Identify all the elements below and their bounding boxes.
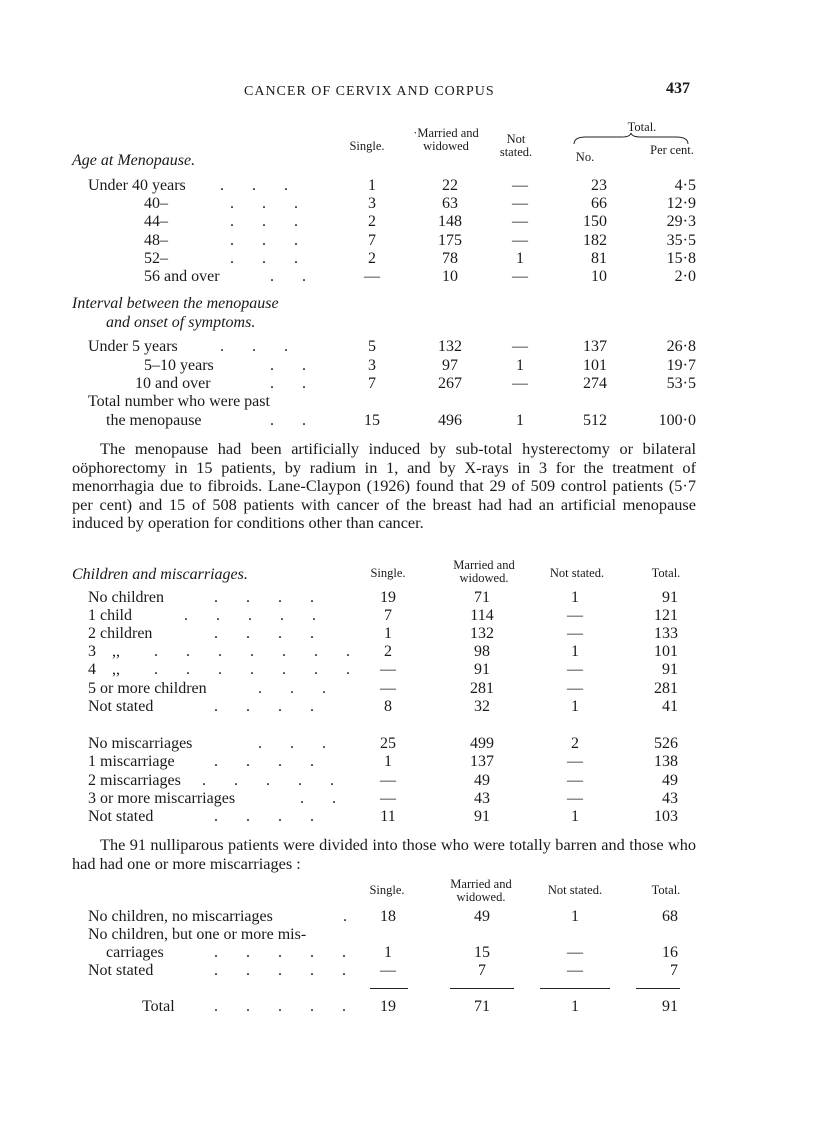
cell-per-cent: 53·5 — [666, 375, 696, 392]
t1-header-total: Total. — [627, 120, 657, 134]
t2-header-total: Total. — [651, 566, 681, 580]
cell-not-stated: — — [512, 195, 528, 212]
table-row — [0, 337, 816, 357]
cell-single: 1 — [384, 944, 392, 961]
table-row — [0, 231, 816, 251]
cell-per-cent: 19·7 — [666, 357, 696, 374]
cell-married: 132 — [438, 338, 462, 355]
t3-header-single: Single. — [369, 883, 405, 897]
t1-section-interval-line1: Interval between the menopause — [72, 295, 279, 312]
paragraph-text: The 91 nulliparous patients were divided into those who were totally barren and those who had had one or more miscarriages : — [72, 835, 696, 873]
cell-total: 68 — [662, 908, 678, 925]
cell-not-stated: — — [567, 790, 583, 807]
cell-not-stated: 1 — [571, 908, 579, 925]
cell-not-stated: — — [512, 232, 528, 249]
cell-total-no: 150 — [583, 213, 607, 230]
t1-header-married: ·Married and widowed — [413, 126, 479, 153]
cell-single: 8 — [384, 698, 392, 715]
table-row — [0, 642, 816, 662]
table-row — [0, 961, 816, 981]
table-row — [0, 374, 816, 394]
t3-header-married: Married and widowed. — [450, 877, 512, 904]
cell-single: 19 — [380, 998, 396, 1015]
table-row — [0, 752, 816, 772]
cell-married: 49 — [474, 772, 490, 789]
cell-single: — — [380, 661, 396, 678]
row-label: 56 and over — [144, 268, 220, 285]
table-row — [0, 624, 816, 644]
cell-not-stated: — — [512, 213, 528, 230]
cell-married: 267 — [438, 375, 462, 392]
t2-title: Children and miscarriages. — [72, 566, 248, 583]
table-row — [0, 267, 816, 287]
cell-single: 15 — [364, 412, 380, 429]
cell-not-stated: 1 — [571, 698, 579, 715]
row-label: 52– — [144, 250, 168, 267]
leader-dots: . . — [270, 357, 306, 374]
cell-not-stated: — — [512, 177, 528, 194]
cell-married: 22 — [442, 177, 458, 194]
cell-not-stated: — — [567, 772, 583, 789]
table-row — [0, 734, 816, 754]
leader-dots: . . . — [230, 213, 298, 230]
cell-total: 121 — [654, 607, 678, 624]
row-label: 1 child — [88, 607, 132, 624]
cell-single: 7 — [368, 232, 376, 249]
leader-dots: . . . — [258, 735, 326, 752]
row-label: No children — [88, 589, 164, 606]
row-label: Total — [142, 998, 175, 1015]
t2-header-single: Single. — [370, 566, 406, 580]
table-row — [0, 943, 816, 963]
cell-per-cent: 29·3 — [666, 213, 696, 230]
cell-single: 19 — [380, 589, 396, 606]
cell-not-stated: — — [567, 680, 583, 697]
cell-total: 138 — [654, 753, 678, 770]
cell-total-no: 182 — [583, 232, 607, 249]
cell-single: 11 — [380, 808, 396, 825]
row-label: No miscarriages — [88, 735, 193, 752]
cell-not-stated: 1 — [516, 357, 524, 374]
cell-married: 281 — [470, 680, 494, 697]
t1-header-no: No. — [575, 150, 595, 164]
row-label: Under 40 years — [88, 177, 186, 194]
table-row — [0, 392, 816, 412]
body-paragraph-1 — [72, 440, 696, 533]
cell-not-stated: 1 — [516, 250, 524, 267]
cell-single: 5 — [368, 338, 376, 355]
table-row — [0, 789, 816, 809]
t1-header-single: Single. — [349, 139, 385, 153]
cell-married: 7 — [478, 962, 486, 979]
cell-married: 114 — [470, 607, 494, 624]
cell-single: 18 — [380, 908, 396, 925]
t1-header-not-stated: Not stated. — [499, 132, 533, 159]
cell-single: 25 — [380, 735, 396, 752]
cell-married: 148 — [438, 213, 462, 230]
table-row — [0, 249, 816, 269]
cell-single: 3 — [368, 357, 376, 374]
cell-total: 281 — [654, 680, 678, 697]
cell-not-stated: — — [567, 962, 583, 979]
cell-per-cent: 15·8 — [666, 250, 696, 267]
body-paragraph-2 — [72, 836, 696, 873]
table-row — [0, 660, 816, 680]
table-row — [0, 925, 816, 945]
leader-dots: . . . . . — [214, 998, 346, 1015]
cell-single: 2 — [384, 643, 392, 660]
cell-total-no: 10 — [591, 268, 607, 285]
table-row — [0, 356, 816, 376]
leader-dots: . . . . . — [214, 962, 346, 979]
row-label: Not stated — [88, 808, 154, 825]
t3-header-not-stated: Not stated. — [547, 883, 603, 897]
cell-total-no: 66 — [591, 195, 607, 212]
sum-rule — [540, 988, 610, 989]
cell-married: 137 — [470, 753, 494, 770]
cell-not-stated: — — [512, 375, 528, 392]
cell-married: 175 — [438, 232, 462, 249]
cell-per-cent: 26·8 — [666, 338, 696, 355]
leader-dots: . . . . — [214, 808, 314, 825]
t3-header-total: Total. — [651, 883, 681, 897]
row-label: Total number who were past — [88, 393, 270, 410]
row-label: the menopause — [106, 412, 202, 429]
cell-total: 91 — [662, 998, 678, 1015]
t2-header-married: Married and widowed. — [453, 558, 515, 585]
row-label: 1 miscarriage — [88, 753, 175, 770]
cell-total-no: 137 — [583, 338, 607, 355]
table-row-total — [0, 997, 816, 1017]
cell-total: 16 — [662, 944, 678, 961]
cell-married: 71 — [474, 589, 490, 606]
cell-single: 7 — [384, 607, 392, 624]
leader-dots: . . . . . — [214, 944, 346, 961]
cell-single: 1 — [384, 625, 392, 642]
row-label: 2 miscarriages — [88, 772, 181, 789]
sum-rule — [370, 988, 408, 989]
row-label: 5 or more children — [88, 680, 207, 697]
paragraph-text: The menopause had been artificially induced by sub-total hysterectomy or bilateral oöphorectomy in 15 patients, by radium in 1, and by X-rays in 3 for the treatment of menorrhagia due to fibroids. Lane-Claypon (1926) found that 29 of 509 control patients (5·7 per cent) and 15 of 508 patients with cancer of the breast had had an artificial menopause induced by operation for conditions other than cancer. — [72, 439, 696, 533]
cell-not-stated: — — [512, 338, 528, 355]
cell-married: 91 — [474, 808, 490, 825]
leader-dots: . . . . — [214, 753, 314, 770]
cell-per-cent: 12·9 — [666, 195, 696, 212]
row-label: 2 children — [88, 625, 153, 642]
leader-dots: . . . . . — [184, 607, 316, 624]
cell-not-stated: — — [567, 625, 583, 642]
cell-married: 496 — [438, 412, 462, 429]
table-row — [0, 606, 816, 626]
table-row — [0, 679, 816, 699]
leader-dots: . . — [270, 375, 306, 392]
leader-dots: . . . . . . . — [154, 643, 350, 660]
cell-married: 43 — [474, 790, 490, 807]
cell-married: 10 — [442, 268, 458, 285]
cell-single: — — [380, 772, 396, 789]
leader-dots: . . . . — [214, 625, 314, 642]
cell-not-stated: — — [512, 268, 528, 285]
table-row — [0, 807, 816, 827]
running-title: CANCER OF CERVIX AND CORPUS — [244, 84, 495, 99]
row-label: Not stated — [88, 698, 154, 715]
table-row — [0, 212, 816, 232]
row-label: 3 or more miscarriages — [88, 790, 236, 807]
row-label: 5–10 years — [144, 357, 214, 374]
cell-single: 7 — [368, 375, 376, 392]
t1-section-age-at-menopause: Age at Menopause. — [72, 152, 196, 169]
table-row — [0, 588, 816, 608]
cell-per-cent: 4·5 — [674, 177, 696, 194]
cell-total: 133 — [654, 625, 678, 642]
cell-single: 2 — [368, 250, 376, 267]
cell-single: — — [380, 680, 396, 697]
cell-total-no: 512 — [583, 412, 607, 429]
cell-not-stated: 1 — [571, 998, 579, 1015]
cell-per-cent: 2·0 — [674, 268, 696, 285]
cell-not-stated: — — [567, 607, 583, 624]
leader-dots: . . . — [230, 232, 298, 249]
leader-dots: . . . . . . . — [154, 661, 350, 678]
table-row — [0, 194, 816, 214]
cell-single: — — [364, 268, 380, 285]
cell-married: 71 — [474, 998, 490, 1015]
cell-per-cent: 35·5 — [666, 232, 696, 249]
leader-dots: . . . . — [214, 698, 314, 715]
cell-married: 98 — [474, 643, 490, 660]
row-label: 40– — [144, 195, 168, 212]
leader-dots: . . . — [230, 250, 298, 267]
cell-total-no: 101 — [583, 357, 607, 374]
row-label: 3 ,, — [88, 643, 120, 660]
table-row — [0, 176, 816, 196]
table-row — [0, 907, 816, 927]
cell-married: 63 — [442, 195, 458, 212]
table-row-total — [0, 411, 816, 431]
cell-not-stated: — — [567, 661, 583, 678]
cell-married: 15 — [474, 944, 490, 961]
cell-total: 49 — [662, 772, 678, 789]
cell-married: 32 — [474, 698, 490, 715]
table-row — [0, 771, 816, 791]
cell-total: 526 — [654, 735, 678, 752]
cell-total: 91 — [662, 661, 678, 678]
t1-section-interval-line2: and onset of symptoms. — [106, 314, 256, 331]
leader-dots: . . — [270, 268, 306, 285]
sum-rule — [450, 988, 514, 989]
cell-total-no: 23 — [591, 177, 607, 194]
row-label: No children, no miscarriages — [88, 908, 273, 925]
cell-not-stated: 1 — [571, 643, 579, 660]
cell-married: 49 — [474, 908, 490, 925]
leader-dots: . . . . — [214, 589, 314, 606]
cell-total: 41 — [662, 698, 678, 715]
leader-dots: . . — [300, 790, 336, 807]
leader-dots: . . . — [220, 338, 288, 355]
t1-header-per-cent: Per cent. — [650, 143, 694, 157]
cell-single: 3 — [368, 195, 376, 212]
leader-dots: . . . — [258, 680, 326, 697]
cell-married: 132 — [470, 625, 494, 642]
cell-single: 1 — [384, 753, 392, 770]
cell-total: 91 — [662, 589, 678, 606]
leader-dots: . . . — [230, 195, 298, 212]
cell-not-stated: — — [567, 944, 583, 961]
cell-total-no: 81 — [591, 250, 607, 267]
cell-not-stated: — — [567, 753, 583, 770]
leader-dots: . . . — [220, 177, 288, 194]
cell-single: — — [380, 962, 396, 979]
cell-total: 101 — [654, 643, 678, 660]
cell-married: 91 — [474, 661, 490, 678]
table-row — [0, 697, 816, 717]
leader-dots: . . . . . — [202, 772, 334, 789]
row-label: 48– — [144, 232, 168, 249]
cell-total: 43 — [662, 790, 678, 807]
page-number: 437 — [666, 80, 690, 97]
cell-married: 97 — [442, 357, 458, 374]
cell-not-stated: 2 — [571, 735, 579, 752]
cell-not-stated: 1 — [571, 808, 579, 825]
cell-married: 499 — [470, 735, 494, 752]
row-label: No children, but one or more mis- — [88, 926, 307, 943]
cell-single: — — [380, 790, 396, 807]
cell-single: 1 — [368, 177, 376, 194]
row-label: 4 ,, — [88, 661, 120, 678]
cell-not-stated: 1 — [571, 589, 579, 606]
cell-married: 78 — [442, 250, 458, 267]
leader-dots: . — [343, 908, 347, 925]
cell-total-no: 274 — [583, 375, 607, 392]
row-label: carriages — [106, 944, 164, 961]
cell-per-cent: 100·0 — [658, 412, 696, 429]
cell-total: 7 — [670, 962, 678, 979]
sum-rule — [636, 988, 680, 989]
t2-header-not-stated: Not stated. — [549, 566, 605, 580]
row-label: 44– — [144, 213, 168, 230]
leader-dots: . . — [270, 412, 306, 429]
row-label: 10 and over — [135, 375, 211, 392]
cell-total: 103 — [654, 808, 678, 825]
cell-single: 2 — [368, 213, 376, 230]
row-label: Not stated — [88, 962, 154, 979]
row-label: Under 5 years — [88, 338, 178, 355]
cell-not-stated: 1 — [516, 412, 524, 429]
